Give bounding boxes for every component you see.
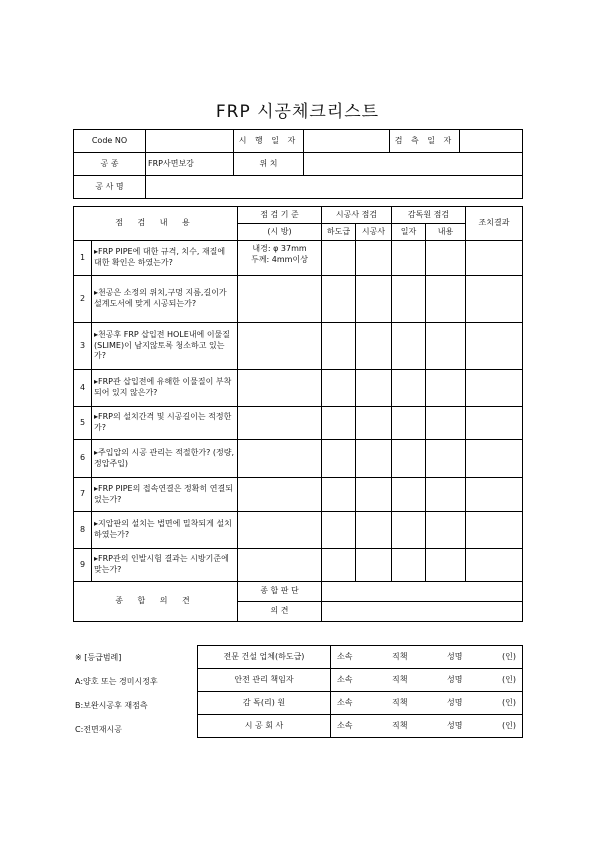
header-standard: 점 검 기 준 [238, 207, 322, 224]
row-standard[interactable] [238, 549, 322, 582]
row-item-text: ▸FRP의 설치간격 및 시공길이는 적정한가? [92, 407, 238, 440]
cell-content[interactable] [426, 370, 466, 407]
cell-result[interactable] [466, 241, 523, 276]
seal-label: (인) [502, 674, 516, 684]
project-value[interactable] [146, 176, 523, 199]
header-date: 일자 [392, 224, 426, 241]
legend-c: C:전면재시공 [75, 725, 122, 734]
cell-sub-contractor[interactable] [322, 407, 356, 440]
header-content: 내용 [426, 224, 466, 241]
org-label: 소속 [337, 651, 353, 661]
row-number: 6 [74, 440, 92, 478]
name-label: 성명 [447, 720, 463, 730]
cell-sub-contractor[interactable] [322, 323, 356, 370]
cell-content[interactable] [426, 276, 466, 323]
header-contractor-self: 시공사 [356, 224, 392, 241]
cell-contractor[interactable] [356, 370, 392, 407]
legend-a: A:양호 또는 경미시정후 [75, 677, 158, 686]
row-standard[interactable] [238, 370, 322, 407]
signature-row [198, 669, 523, 692]
position-label: 직책 [392, 651, 408, 661]
row-number: 2 [74, 276, 92, 323]
legend-b: B:보완시공후 재점측 [75, 701, 148, 710]
signature-row [198, 646, 523, 669]
cell-date[interactable] [392, 241, 426, 276]
position-label: 직책 [392, 674, 408, 684]
org-label: 소속 [337, 720, 353, 730]
checklist-row [74, 323, 523, 370]
cell-contractor[interactable] [356, 512, 392, 549]
cell-sub-contractor[interactable] [322, 512, 356, 549]
cell-date[interactable] [392, 407, 426, 440]
row-item-text: ▸FRP관의 인발시험 결과는 시방기준에 맞는가? [92, 549, 238, 582]
inspect-date-label: 검 측 일 자 [390, 130, 460, 153]
cell-date[interactable] [392, 276, 426, 323]
row-item-text: ▸주입압의 시공 관리는 적절한가? (정량,정압주입) [92, 440, 238, 478]
cell-sub-contractor[interactable] [322, 478, 356, 512]
signer-fields[interactable] [331, 669, 523, 692]
signer-role: 감 독(리) 원 [198, 692, 331, 715]
signer-role: 시 공 회 사 [198, 715, 331, 738]
row-standard [238, 241, 322, 276]
cell-result[interactable] [466, 549, 523, 582]
row-standard[interactable] [238, 478, 322, 512]
cell-content[interactable] [426, 241, 466, 276]
header-table [73, 129, 523, 199]
cell-sub-contractor[interactable] [322, 440, 356, 478]
exec-date-label: 시 행 일 자 [234, 130, 304, 153]
row-standard[interactable] [238, 440, 322, 478]
cell-result[interactable] [466, 512, 523, 549]
cell-content[interactable] [426, 478, 466, 512]
page-title: FRP 시공체크리스트 [215, 102, 380, 122]
row-item-text: ▸FRP관 삽입전에 유해한 이물질이 부착되어 있지 않은가? [92, 370, 238, 407]
cell-contractor[interactable] [356, 323, 392, 370]
work-type-label: 공 종 [74, 153, 146, 176]
row-standard[interactable] [238, 276, 322, 323]
cell-date[interactable] [392, 440, 426, 478]
cell-result[interactable] [466, 478, 523, 512]
row-item-text: ▸FRP PIPE에 대한 규격, 치수, 재질에 대한 확인은 하였는가? [92, 241, 238, 276]
cell-sub-contractor[interactable] [322, 241, 356, 276]
location-value[interactable] [304, 153, 523, 176]
cell-date[interactable] [392, 478, 426, 512]
name-label: 성명 [447, 697, 463, 707]
cell-contractor[interactable] [356, 478, 392, 512]
cell-result[interactable] [466, 370, 523, 407]
cell-date[interactable] [392, 323, 426, 370]
row-number: 5 [74, 407, 92, 440]
standard-line: 두께: 4mm이상 [251, 254, 308, 264]
checklist-row [74, 241, 523, 276]
cell-result[interactable] [466, 440, 523, 478]
checklist-row [74, 370, 523, 407]
row-item-text: ▸천공은 소정의 위치,구멍 지름,길이가 설계도서에 맞게 시공되는가? [92, 276, 238, 323]
cell-content[interactable] [426, 407, 466, 440]
signature-table [197, 645, 523, 738]
seal-label: (인) [502, 651, 516, 661]
checklist-row [74, 440, 523, 478]
row-item-text: ▸FRP PIPE의 접속연결은 정확히 연결되었는가? [92, 478, 238, 512]
work-type-value: FRP사면보강 [146, 153, 234, 176]
seal-label: (인) [502, 720, 516, 730]
org-label: 소속 [337, 697, 353, 707]
cell-date[interactable] [392, 370, 426, 407]
position-label: 직책 [392, 720, 408, 730]
cell-sub-contractor[interactable] [322, 370, 356, 407]
header-sub-contractor: 하도급 [322, 224, 356, 241]
row-item-text: ▸지압판의 설치는 법면에 밀착되게 설치 하였는가? [92, 512, 238, 549]
cell-content[interactable] [426, 512, 466, 549]
cell-content[interactable] [426, 549, 466, 582]
cell-result[interactable] [466, 323, 523, 370]
signer-role: 전문 건설 업체(하도급) [198, 646, 331, 669]
name-label: 성명 [447, 651, 463, 661]
opinion-sub-label: 의 견 [238, 602, 322, 622]
row-number: 7 [74, 478, 92, 512]
name-label: 성명 [447, 674, 463, 684]
legend-title: ※ [등급범례] [75, 653, 122, 662]
cell-result[interactable] [466, 407, 523, 440]
code-value[interactable] [146, 130, 234, 153]
header-supervisor: 감독원 점검 [392, 207, 466, 224]
row-number: 8 [74, 512, 92, 549]
standard-line: 내경: φ 37mm [252, 244, 307, 253]
row-number: 1 [74, 241, 92, 276]
project-label: 공 사 명 [74, 176, 146, 199]
cell-date[interactable] [392, 549, 426, 582]
judgement-label: 종 합 판 단 [238, 582, 322, 602]
location-label: 위 치 [234, 153, 304, 176]
signature-row [198, 692, 523, 715]
row-number: 9 [74, 549, 92, 582]
cell-date[interactable] [392, 512, 426, 549]
position-label: 직책 [392, 697, 408, 707]
row-number: 3 [74, 323, 92, 370]
cell-content[interactable] [426, 323, 466, 370]
row-item-text: ▸천공후 FRP 삽입전 HOLE내에 이물질(SLIME)이 남지않토록 청소하고 있는 가? [92, 323, 238, 370]
checklist-row [74, 407, 523, 440]
signer-fields[interactable] [331, 715, 523, 738]
checklist-row [74, 276, 523, 323]
signer-role: 안전 관리 책임자 [198, 669, 331, 692]
checklist-row [74, 478, 523, 512]
header-item: 점 검 내 용 [74, 207, 238, 241]
code-label: Code NO [74, 130, 146, 153]
cell-result[interactable] [466, 276, 523, 323]
row-standard[interactable] [238, 512, 322, 549]
signer-fields[interactable] [331, 646, 523, 669]
inspect-date-value[interactable] [460, 130, 523, 153]
header-result: 조치결과 [466, 207, 523, 241]
org-label: 소속 [337, 674, 353, 684]
exec-date-value[interactable] [304, 130, 390, 153]
opinion-value[interactable] [322, 602, 523, 622]
signer-fields[interactable] [331, 692, 523, 715]
cell-contractor[interactable] [356, 549, 392, 582]
row-standard[interactable] [238, 407, 322, 440]
row-standard[interactable] [238, 323, 322, 370]
cell-contractor[interactable] [356, 241, 392, 276]
judgement-value[interactable] [322, 582, 523, 602]
opinion-label: 종 합 의 견 [74, 582, 238, 622]
cell-sub-contractor[interactable] [322, 549, 356, 582]
row-number: 4 [74, 370, 92, 407]
checklist-row [74, 549, 523, 582]
seal-label: (인) [502, 697, 516, 707]
header-contractor: 시공사 점검 [322, 207, 392, 224]
header-standard-sub: (시 방) [238, 224, 322, 241]
cell-sub-contractor[interactable] [322, 276, 356, 323]
signature-row [198, 715, 523, 738]
cell-contractor[interactable] [356, 440, 392, 478]
checklist-row [74, 512, 523, 549]
checklist-table [73, 206, 523, 622]
cell-contractor[interactable] [356, 276, 392, 323]
cell-content[interactable] [426, 440, 466, 478]
cell-contractor[interactable] [356, 407, 392, 440]
